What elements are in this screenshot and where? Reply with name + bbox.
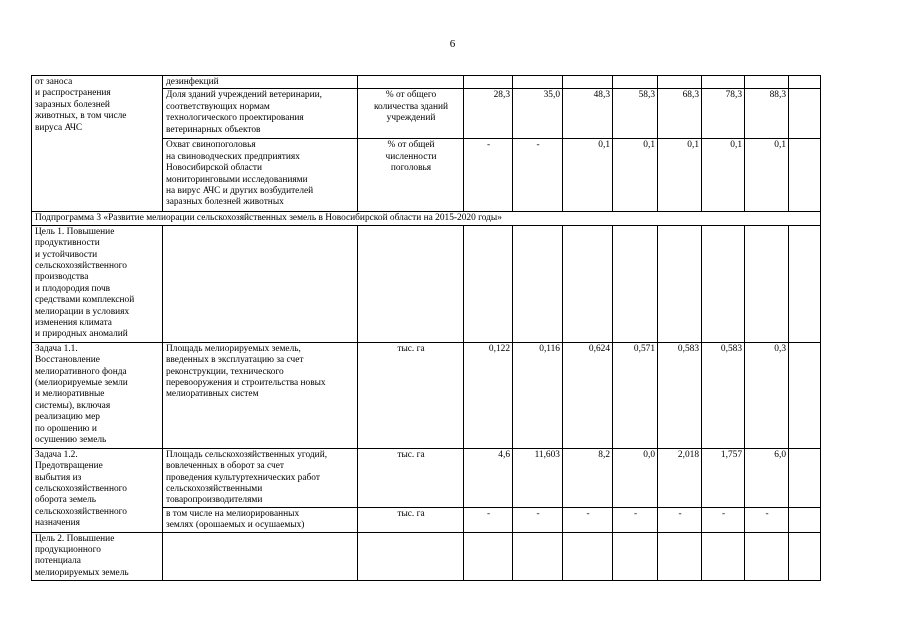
value-cell: - [745, 507, 789, 532]
value-cell [658, 532, 702, 580]
value-cell: 11,603 [513, 448, 563, 507]
value-cell: - [563, 507, 613, 532]
table-row [32, 225, 821, 342]
value-cell [563, 532, 613, 580]
value-cell: 28,3 [464, 89, 513, 139]
table-row [32, 76, 821, 89]
value-cell: 68,3 [658, 89, 702, 139]
value-cell: 2,018 [658, 448, 702, 507]
value-cell [702, 76, 745, 89]
value-cell: 0,3 [745, 342, 789, 448]
empty-cell [789, 139, 821, 212]
unit-cell [358, 532, 464, 580]
value-cell [613, 225, 658, 342]
value-cell: 0,1 [563, 139, 613, 212]
table-row [32, 532, 821, 580]
value-cell [513, 532, 563, 580]
indicator-cell: в том числе на мелиорированных землях (орошаемых и осушаемых) [163, 507, 358, 532]
unit-cell: тыс. га [358, 448, 464, 507]
goal-cell: Цель 2. Повышение продукционного потенциала мелиорируемых земель [32, 532, 163, 580]
value-cell: - [702, 507, 745, 532]
empty-cell [789, 76, 821, 89]
value-cell [464, 76, 513, 89]
value-cell: 0,1 [702, 139, 745, 212]
value-cell [464, 532, 513, 580]
value-cell [513, 76, 563, 89]
empty-cell [789, 448, 821, 507]
value-cell: 0,624 [563, 342, 613, 448]
value-cell: 0,1 [658, 139, 702, 212]
subprogram-title: Подпрограмма 3 «Развитие мелиорации сельскохозяйственных земель в Новосибирской области на 2015-2020 годы» [32, 212, 821, 225]
goal-cell: от заноса и распространения заразных болезней животных, в том числе вируса АЧС [32, 76, 163, 212]
indicator-cell [163, 532, 358, 580]
value-cell [658, 225, 702, 342]
value-cell: 48,3 [563, 89, 613, 139]
indicator-cell: Охват свинопоголовья на свиноводческих предприятиях Новосибирской области мониторинговыми исследованиями на вирус АЧС и других возбудителей заразных болезней животных [163, 139, 358, 212]
page-number: 6 [449, 38, 456, 50]
value-cell [613, 76, 658, 89]
value-cell: 0,571 [613, 342, 658, 448]
value-cell: 1,757 [702, 448, 745, 507]
value-cell: 0,1 [613, 139, 658, 212]
value-cell [658, 76, 702, 89]
indicators-table [31, 75, 821, 581]
value-cell [563, 225, 613, 342]
unit-cell [358, 225, 464, 342]
value-cell: 88,3 [745, 89, 789, 139]
table-row [32, 448, 821, 507]
value-cell: 0,116 [513, 342, 563, 448]
value-cell [745, 532, 789, 580]
indicator-cell: Площадь мелиорируемых земель, введенных в эксплуатацию за счет реконструкции, технического перевооружения и строительства новых мелиоративных систем [163, 342, 358, 448]
empty-cell [789, 89, 821, 139]
value-cell: 0,1 [745, 139, 789, 212]
value-cell: 0,583 [658, 342, 702, 448]
value-cell: 8,2 [563, 448, 613, 507]
value-cell: - [613, 507, 658, 532]
empty-cell [789, 225, 821, 342]
empty-cell [789, 532, 821, 580]
value-cell: 35,0 [513, 89, 563, 139]
goal-cell: Цель 1. Повышение продуктивности и устойчивости сельскохозяйственного производства и плодородия почв средствами комплексной мелиорации в условиях изменения климата и природных аномалий [32, 225, 163, 342]
value-cell: 0,583 [702, 342, 745, 448]
value-cell [464, 225, 513, 342]
value-cell [702, 532, 745, 580]
unit-cell: % от общей численности поголовья [358, 139, 464, 212]
value-cell: - [464, 507, 513, 532]
unit-cell: тыс. га [358, 507, 464, 532]
goal-cell: Задача 1.1. Восстановление мелиоративного фонда (мелиорируемые земли и мелиоративные системы), включая реализацию мер по орошению и осушению земель [32, 342, 163, 448]
value-cell [563, 76, 613, 89]
indicator-cell [163, 225, 358, 342]
value-cell [513, 225, 563, 342]
empty-cell [789, 342, 821, 448]
goal-cell: Задача 1.2. Предотвращение выбытия из сельскохозяйственного оборота земель сельскохозяйственного назначения [32, 448, 163, 532]
value-cell: 0,0 [613, 448, 658, 507]
value-cell [613, 532, 658, 580]
value-cell: - [513, 507, 563, 532]
value-cell [745, 76, 789, 89]
unit-cell [358, 76, 464, 89]
unit-cell: % от общего количества зданий учреждений [358, 89, 464, 139]
value-cell [702, 225, 745, 342]
value-cell: - [658, 507, 702, 532]
indicator-cell: Площадь сельскохозяйственных угодий, вовлеченных в оборот за счет проведения культуртехнических работ сельскохозяйственными товаропроизводителями [163, 448, 358, 507]
empty-cell [789, 507, 821, 532]
value-cell: - [464, 139, 513, 212]
table-row [32, 212, 821, 225]
value-cell: 6,0 [745, 448, 789, 507]
indicator-cell: Доля зданий учреждений ветеринарии, соответствующих нормам технологического проектирования ветеринарных объектов [163, 89, 358, 139]
value-cell: 0,122 [464, 342, 513, 448]
unit-cell: тыс. га [358, 342, 464, 448]
value-cell: 78,3 [702, 89, 745, 139]
value-cell: 4,6 [464, 448, 513, 507]
value-cell [745, 225, 789, 342]
table-row [32, 342, 821, 448]
value-cell: 58,3 [613, 89, 658, 139]
indicator-cell: дезинфекций [163, 76, 358, 89]
value-cell: - [513, 139, 563, 212]
